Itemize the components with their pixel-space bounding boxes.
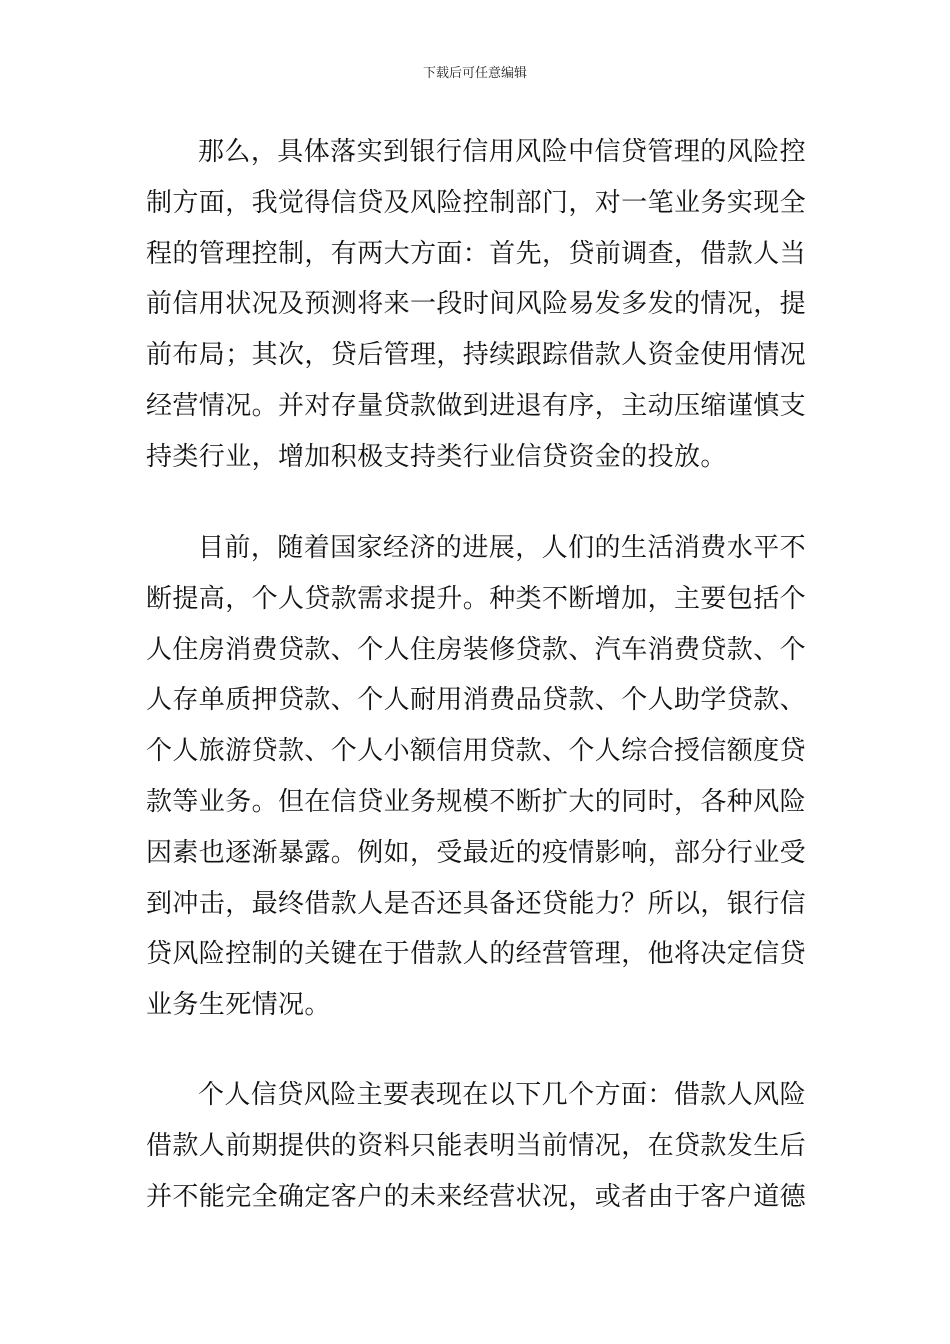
- paragraph-credit-risk-control: 那么，具体落实到银行信用风险中信贷管理的风险控制方面，我觉得信贷及风险控制部门，对一笔业务实现全程的管理控制，有两大方面：首先，贷前调查，借款人当前信用状况及预测将来一段时间风险易发多发的情况，提前布局；其次，贷后管理，持续跟踪借款人资金使用情况经营情况。并对存量贷款做到进退有序，主动压缩谨慎支持类行业，增加积极支持类行业信贷资金的投放。: [146, 137, 807, 472]
- page-header-note: 下载后可任意编辑: [422, 66, 527, 81]
- paragraph-personal-loan-demand: 目前，随着国家经济的进展，人们的生活消费水平不断提高，个人贷款需求提升。种类不断增加，主要包括个人住房消费贷款、个人住房装修贷款、汽车消费贷款、个人存单质押贷款、个人耐用消费品贷款、个人助学贷款、个人旅游贷款、个人小额信用贷款、个人综合授信额度贷款等业务。但在信贷业务规模不断扩大的同时，各种风险因素也逐渐暴露。例如，受最近的疫情影响，部分行业受到冲击，最终借款人是否还具备还贷能力？所以，银行信贷风险控制的关键在于借款人的经营管理，他将决定信贷业务生死情况。: [146, 533, 807, 1021]
- paragraph-personal-credit-risk: 个人信贷风险主要表现在以下几个方面：借款人风险借款人前期提供的资料只能表明当前情况，在贷款发生后并不能完全确定客户的未来经营状况，或者由于客户道德: [146, 1080, 807, 1212]
